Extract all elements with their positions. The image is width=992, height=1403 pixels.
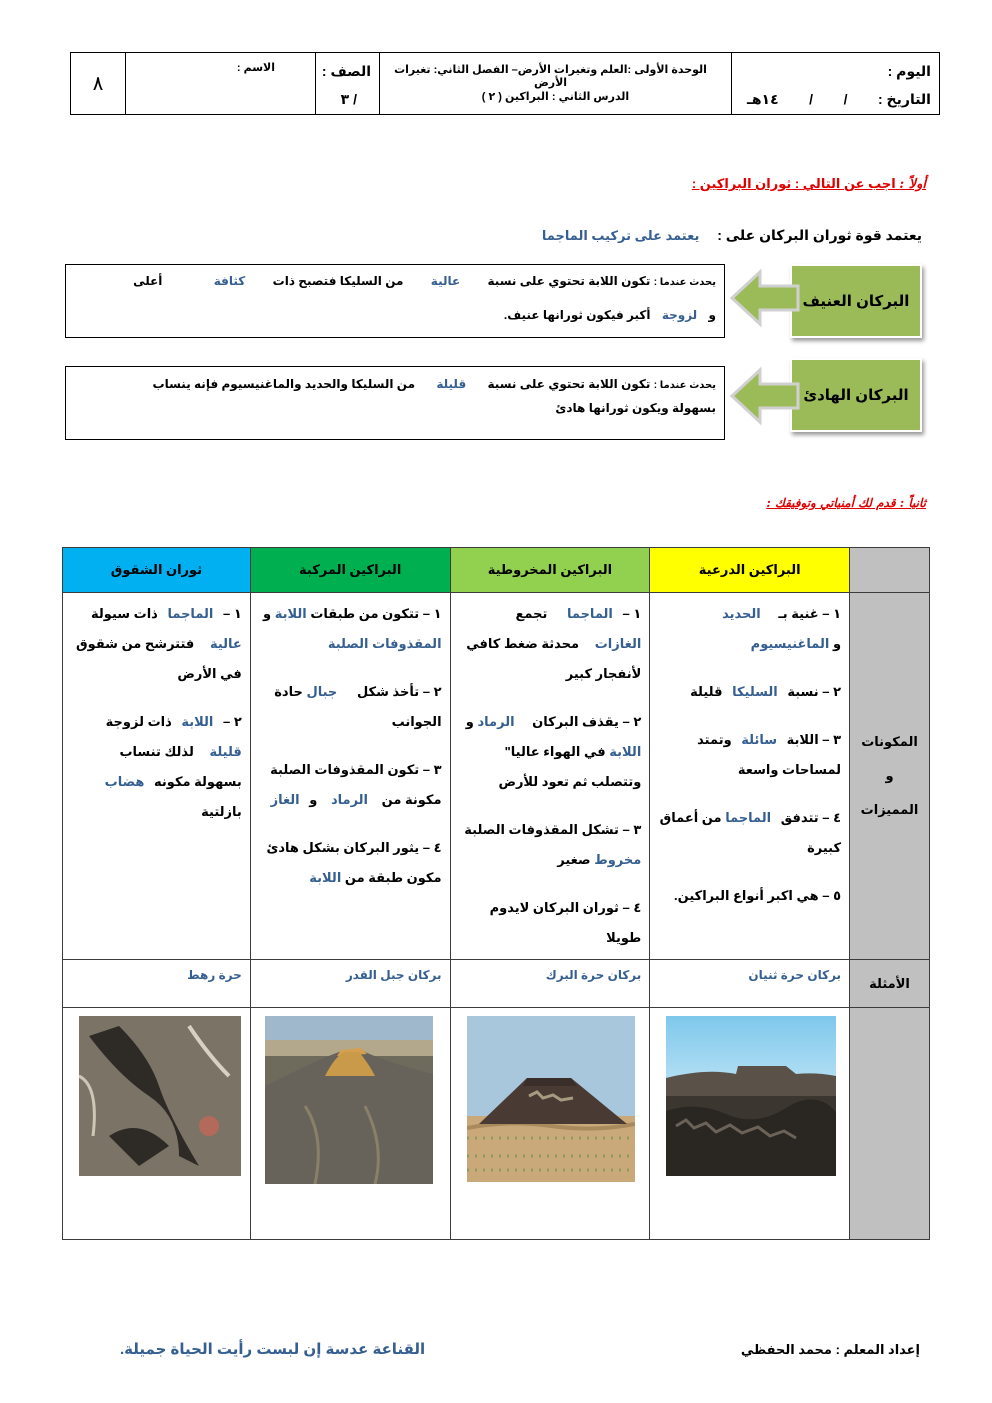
cell-answer: مخروط xyxy=(594,852,642,867)
column-header-shield: البراكين الدرعية xyxy=(650,548,850,593)
image-cell-composite xyxy=(250,1008,450,1240)
cell-answer: جبال xyxy=(306,684,338,699)
cell-answer: الماجما xyxy=(566,606,613,621)
question2-title: ثانياً : قدم لك أمنياتي وتوفيقك : xyxy=(766,496,926,510)
cell-text: من أعماق كبيرة xyxy=(659,810,842,855)
cell-text: و xyxy=(262,606,272,621)
def-answer: كثافة xyxy=(213,274,246,288)
image-cell-cone xyxy=(450,1008,650,1240)
class-cell xyxy=(315,53,379,114)
calm-volcano-definition xyxy=(65,366,725,440)
cell-text: ذات سيولة xyxy=(91,606,158,621)
cell-text: ١ – xyxy=(622,606,642,621)
cone-volcano-image xyxy=(467,1016,635,1182)
cell-text: ٣ – تكون المقذوفات الصلبة مكونة من xyxy=(270,762,442,807)
cell-text: و xyxy=(309,792,318,807)
cell-text: ٣ – تشكل المقذوفات الصلبة xyxy=(464,822,642,837)
row-label-images xyxy=(850,1008,930,1240)
cell-text: قليلة xyxy=(690,684,723,699)
table-row-images xyxy=(63,1008,930,1240)
cell-text: ٢ – يقذف البركان xyxy=(532,714,642,729)
def-lead: يحدث عندما : xyxy=(653,277,716,288)
cone-features xyxy=(450,593,650,960)
cell-answer: الرماد xyxy=(330,792,369,807)
day-label: اليوم : xyxy=(887,63,931,79)
cell-text: تجمع xyxy=(515,606,548,621)
image-cell-shield xyxy=(650,1008,850,1240)
question1-answer: يعتمد على تركيب الماجما xyxy=(541,228,700,243)
arrow-left-icon xyxy=(730,366,800,426)
cell-answer: الماغنيسيوم xyxy=(750,636,830,651)
date-year: ١٤هـ xyxy=(747,91,779,107)
column-header-composite: البراكين المركبة xyxy=(250,548,450,593)
cell-answer: سائلة xyxy=(741,732,778,747)
cell-text: ٢ – xyxy=(223,714,242,729)
calm-volcano-label-text: البركان الهادئ xyxy=(803,387,909,404)
arrow-left-icon xyxy=(730,268,800,328)
def-text: و xyxy=(708,308,716,322)
class-value: / ٣ xyxy=(340,91,357,107)
cell-text: ٥ – هي اكبر أنواع البراكين. xyxy=(674,888,842,903)
cell-text: لذلك تنساب بسهولة مكونه xyxy=(119,744,242,789)
table-row-examples xyxy=(63,960,930,1008)
image-cell-fissure xyxy=(63,1008,251,1240)
date-row xyxy=(739,91,931,108)
cell-text: في الهواء عاليا" وتتصلب ثم تعود للأرض xyxy=(498,744,642,789)
cell-answer: اللابة xyxy=(274,606,307,621)
name-label: الاسم : xyxy=(236,62,275,74)
violent-volcano-label-text: البركان العنيف xyxy=(802,293,910,310)
date-separator: / xyxy=(843,91,848,107)
question1-line xyxy=(542,227,922,244)
cell-text: فتترشح من شقوق في الأرض xyxy=(76,636,242,681)
cell-text: بازلتية xyxy=(201,804,242,819)
cell-answer: عالية xyxy=(209,636,242,651)
cell-text: و xyxy=(465,714,474,729)
table-corner xyxy=(850,548,930,593)
example-composite: بركان جبل القدر xyxy=(250,960,450,1008)
cell-text: محدثة ضغط كافي لأنفجار كبير xyxy=(466,636,642,681)
name-cell[interactable] xyxy=(125,53,315,114)
cell-answer: الغازات xyxy=(594,636,642,651)
table-header-row xyxy=(63,548,930,593)
composite-features xyxy=(250,593,450,960)
def-text: بسهولة ويكون ثورانها هادئ xyxy=(555,401,716,415)
row-label-examples: الأمثلة xyxy=(850,960,930,1008)
unit-title: الوحدة الأولى :العلم وتغيرات الأرض– الفصل الثاني: تغيرات الأرض xyxy=(394,64,707,89)
date-separator: / xyxy=(809,91,814,107)
cell-text: ٢ – نسبة xyxy=(787,684,842,699)
example-fissure: حرة رهط xyxy=(63,960,251,1008)
row-label-part: المميزات xyxy=(860,802,919,817)
column-header-cone: البراكين المخروطية xyxy=(450,548,650,593)
row-label-part: المكونات xyxy=(861,734,918,749)
unit-cell xyxy=(379,53,731,114)
shield-volcano-image xyxy=(666,1016,836,1176)
def-text: أكبر فيكون ثورانها عنيف. xyxy=(503,308,651,322)
date-cell xyxy=(731,53,939,114)
def-text: تكون اللابة تحتوي على نسبة xyxy=(487,377,651,391)
violent-volcano-definition xyxy=(65,264,725,338)
row-label-features xyxy=(850,593,930,960)
def-answer: عالية xyxy=(430,274,461,288)
cell-answer: اللابة xyxy=(309,870,342,885)
cell-text: ٤ – تتدفق xyxy=(780,810,842,825)
class-label: الصف : xyxy=(321,63,371,79)
lesson-title: الدرس الثاني : البراكين ( ٢ ) xyxy=(481,91,630,103)
cell-text: و xyxy=(832,636,842,651)
cell-answer: اللابة xyxy=(609,744,642,759)
cell-answer: الماجما xyxy=(167,606,214,621)
fissure-eruption-image xyxy=(79,1016,241,1176)
question1-title xyxy=(692,176,926,192)
volcano-types-table xyxy=(62,547,930,1240)
question1-text: اجب عن التالي : ثوران البراكين : xyxy=(691,176,896,191)
question1-prefix: أولاً : xyxy=(899,177,926,192)
example-cone: بركان حرة البرك xyxy=(450,960,650,1008)
column-header-fissure: ثوران الشقوق xyxy=(63,548,251,593)
cell-text: ١ – xyxy=(223,606,242,621)
row-label-part: و xyxy=(885,768,894,783)
cell-text: حادة الجوانب xyxy=(274,684,442,729)
cell-answer: السليكا xyxy=(732,684,778,699)
cell-text: ١ – غنية بـ xyxy=(778,606,842,621)
example-shield: بركان حرة ثنيان xyxy=(650,960,850,1008)
cell-answer: الغاز xyxy=(270,792,300,807)
def-text: أعلى xyxy=(133,274,163,288)
def-answer: قليلة xyxy=(436,377,467,391)
cell-answer: قليلة xyxy=(209,744,242,759)
def-text: تكون اللابة تحتوي على نسبة xyxy=(487,274,651,288)
fissure-features xyxy=(63,593,251,960)
cell-text: ٢ – تأخذ شكل xyxy=(356,684,442,699)
question1-prompt: يعتمد قوة ثوران البركان على : xyxy=(717,227,922,243)
cell-answer: هضاب xyxy=(104,774,145,789)
cell-text: ١ – تتكون من طبقات xyxy=(310,606,442,621)
calm-volcano-label xyxy=(790,358,922,432)
footer-quote: القناعة عدسة إن لبست رأيت الحياة جميلة. xyxy=(120,1341,426,1358)
cell-answer: الحديد xyxy=(722,606,761,621)
cell-text: وتمتد لمساحات واسعة xyxy=(697,732,842,777)
composite-volcano-image xyxy=(265,1016,433,1184)
def-text: من السليكا فتصبح ذات xyxy=(272,274,404,288)
cell-answer: الرماد xyxy=(477,714,515,729)
table-row-features xyxy=(63,593,930,960)
violent-volcano-label xyxy=(790,264,922,338)
date-label: التاريخ : xyxy=(878,91,931,107)
def-text: من السليكا والحديد والماغنيسيوم فإنه ينساب xyxy=(152,377,415,391)
def-answer: لزوجة xyxy=(661,308,698,322)
cell-text: ٤ – يثور البركان بشكل هادئ مكون طبقة من xyxy=(266,840,442,885)
cell-text: ذات لزوجة xyxy=(105,714,172,729)
page-number: ٨ xyxy=(92,73,104,95)
cell-answer: الماجما xyxy=(725,810,772,825)
header-table xyxy=(70,52,940,115)
cell-text: صغير xyxy=(557,852,591,867)
cell-text: ٣ – اللابة xyxy=(786,732,842,747)
cell-text: ٤ – ثوران البركان لايدوم طويلا xyxy=(489,900,642,945)
cell-answer: المقذوفات الصلبة xyxy=(327,636,442,651)
shield-features xyxy=(650,593,850,960)
def-lead: يحدث عندما : xyxy=(653,380,716,391)
teacher-credit: إعداد المعلم : محمد الحفظي xyxy=(740,1342,920,1357)
cell-answer: اللابة xyxy=(181,714,214,729)
